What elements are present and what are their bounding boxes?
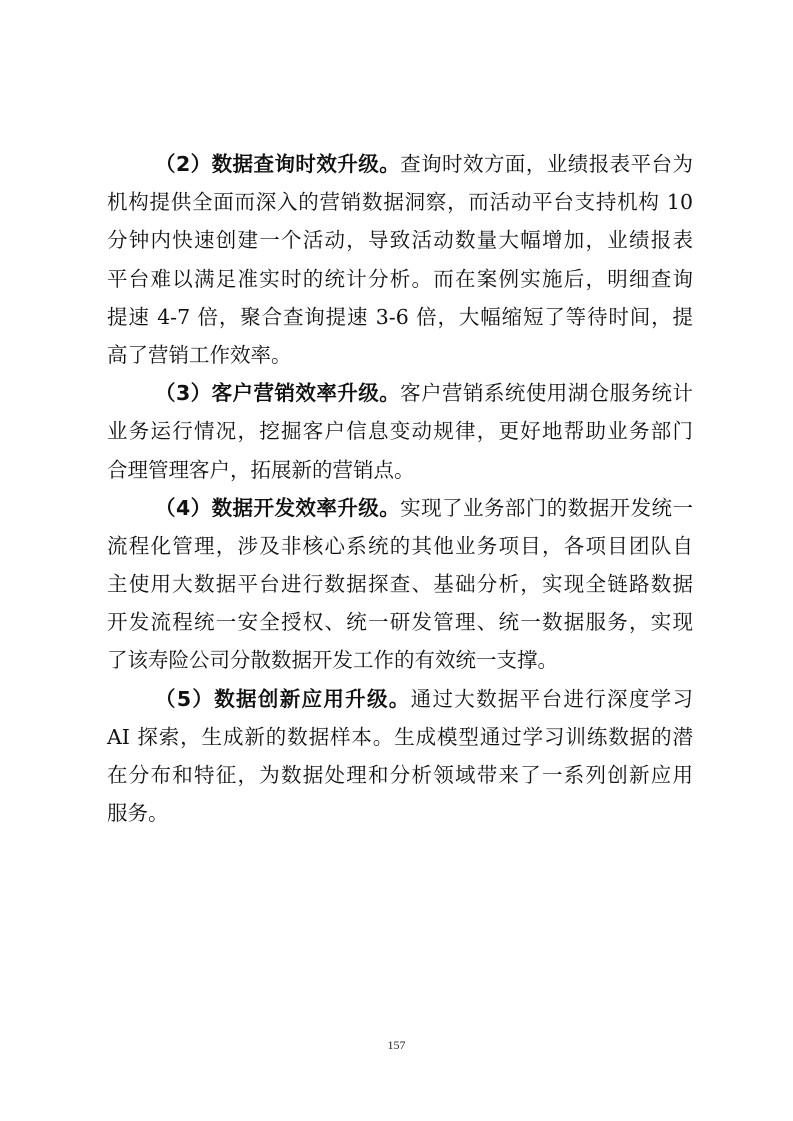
paragraph-line: 流程化管理，涉及非核心系统的其他业务项目，各项目团队自 <box>107 533 693 558</box>
paragraph-line: 机构提供全面而深入的营销数据洞察，而活动平台支持机构 10 <box>107 190 693 215</box>
paragraph-line: 主使用大数据平台进行数据探查、基础分析，实现全链路数据 <box>107 572 693 597</box>
paragraph-heading: （4）数据开发效率升级。 <box>155 495 401 520</box>
paragraph-line <box>107 489 693 527</box>
paragraph-line: 开发流程统一安全授权、统一研发管理、统一数据服务，实现 <box>107 610 693 635</box>
paragraph-line <box>107 374 693 412</box>
paragraph-customer-marketing <box>107 374 693 489</box>
page-number: 157 <box>387 1038 406 1052</box>
document-body <box>107 145 693 832</box>
paragraph-data-development <box>107 489 693 680</box>
paragraph-line: 在分布和特征，为数据处理和分析领域带来了一系列创新应用 <box>107 763 693 787</box>
paragraph-text: 通过大数据平台进行深度学习 <box>410 686 694 711</box>
paragraph-line: 高了营销工作效率。 <box>107 342 292 367</box>
paragraph-line: AI 探索，生成新的数据样本。生成模型通过学习训练数据的潜 <box>107 724 693 749</box>
paragraph-text: 客户营销系统使用湖仓服务统计 <box>400 381 693 406</box>
paragraph-line: 提速 4-7 倍，聚合查询提速 3-6 倍，大幅缩短了等待时间，提 <box>107 304 693 329</box>
paragraph-heading: （5）数据创新应用升级。 <box>155 686 411 711</box>
paragraph-text: 查询时效方面，业绩报表平台为 <box>400 152 693 176</box>
paragraph-line <box>107 145 693 183</box>
paragraph-line: 业务运行情况，挖掘客户信息变动规律，更好地帮助业务部门 <box>107 419 693 444</box>
paragraph-heading: （2）数据查询时效升级。 <box>155 152 401 176</box>
paragraph-data-innovation <box>107 680 693 833</box>
paragraph-line: 平台难以满足准实时的统计分析。而在案例实施后，明细查询 <box>107 266 693 291</box>
paragraph-line: 服务。 <box>107 801 169 826</box>
paragraph-line: 合理管理客户，拓展新的营销点。 <box>107 457 415 482</box>
paragraph-line <box>107 680 693 718</box>
paragraph-query-efficiency <box>107 145 693 374</box>
paragraph-line: 分钟内快速创建一个活动，导致活动数量大幅增加，业绩报表 <box>107 228 693 253</box>
paragraph-heading: （3）客户营销效率升级。 <box>155 381 401 406</box>
paragraph-line: 了该寿险公司分散数据开发工作的有效统一支撑。 <box>107 648 558 673</box>
paragraph-text: 实现了业务部门的数据开发统一 <box>400 495 693 520</box>
